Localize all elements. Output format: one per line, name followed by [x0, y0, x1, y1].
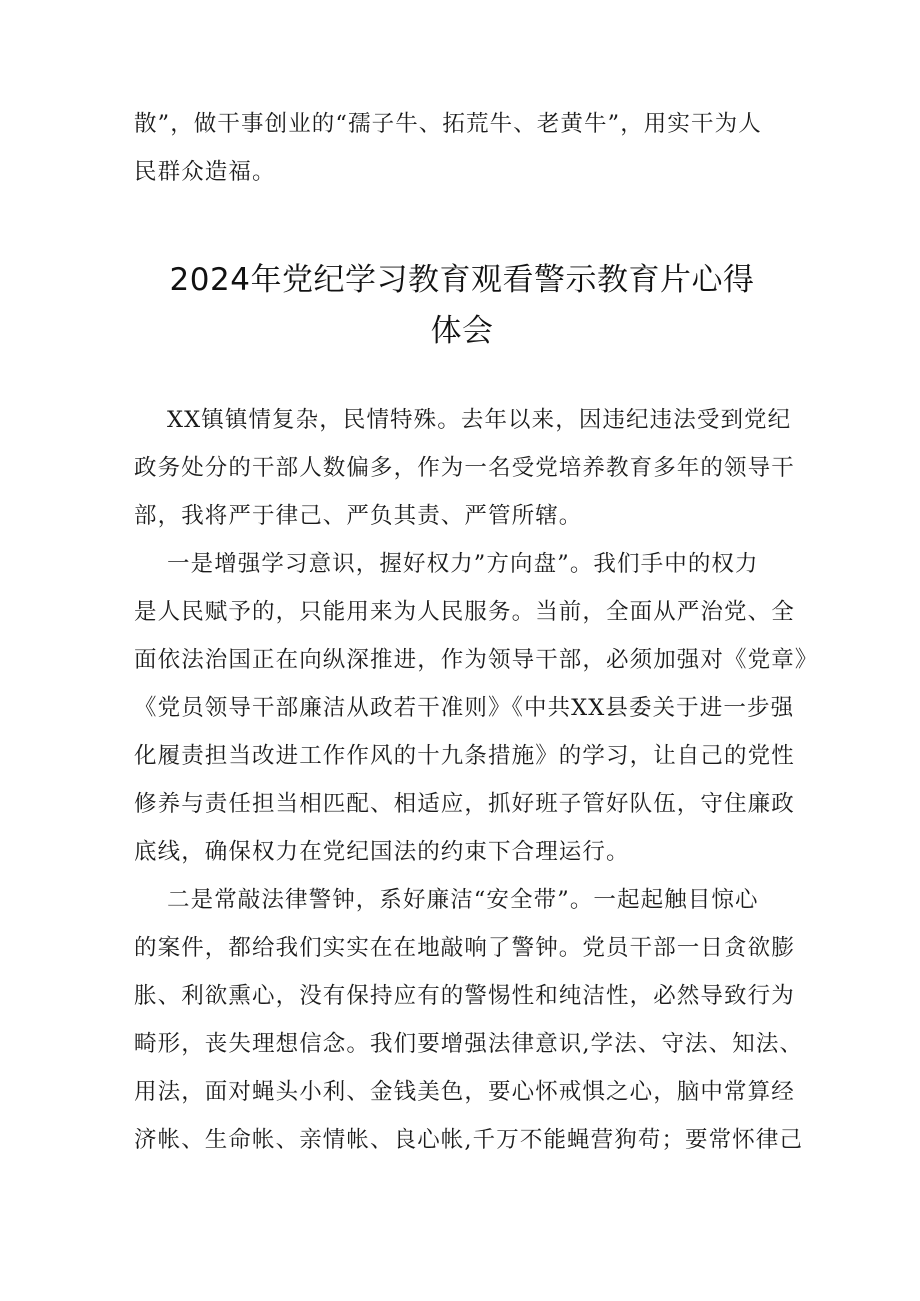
text-line: 一是增强学习意识，握好权力”方向盘”。我们手中的权力	[134, 551, 759, 577]
text-line: 胀、利欲熏心，没有保持应有的警惕性和纯洁性，必然导致行为	[134, 983, 795, 1009]
text-line: 《党员领导干部廉洁从政若干准则》《中共XX县委关于进一步强	[134, 695, 795, 721]
text-line: 政务处分的干部人数偏多，作为一名受党培养教育多年的领导干	[134, 455, 795, 481]
text-line: 民群众造福。	[134, 159, 276, 185]
text-line: 面依法治国正在向纵深推进，作为领导干部，必须加强对《党章》	[134, 647, 819, 673]
text-line: 散”，做干事创业的“孺子牛、拓荒牛、老黄牛”，用实干为人	[134, 111, 762, 137]
text-line: 济帐、生命帐、亲情帐、良心帐,千万不能蝇营狗苟；要常怀律己	[134, 1127, 804, 1153]
text-line: XX镇镇情复杂，民情特殊。去年以来，因违纪违法受到党纪	[134, 407, 792, 433]
paragraph-intro	[134, 396, 795, 540]
text-line: 部，我将严于律己、严负其责、严管所辖。	[134, 503, 583, 529]
title-line: 2024年党纪学习教育观看警示教育片心得	[169, 262, 755, 298]
text-line: 畸形，丧失理想信念。我们要增强法律意识,学法、守法、知法、	[134, 1031, 804, 1057]
continuation-paragraph	[134, 100, 790, 196]
article-title	[134, 255, 790, 357]
text-line: 修养与责任担当相匹配、相适应，抓好班子管好队伍，守住廉政	[134, 791, 795, 817]
text-line: 用法，面对蝇头小利、金钱美色，要心怀戒惧之心，脑中常算经	[134, 1079, 795, 1105]
text-line: 的案件，都给我们实实在在地敲响了警钟。党员干部一日贪欲膨	[134, 935, 795, 961]
paragraph-point-one	[134, 540, 819, 876]
text-line: 底线，确保权力在党纪国法的约束下合理运行。	[134, 839, 630, 865]
title-line: 体会	[430, 313, 494, 349]
text-line: 化履责担当改进工作作风的十九条措施》的学习，让自己的党性	[134, 743, 795, 769]
text-line: 二是常敲法律警钟，系好廉洁“安全带”。一起起触目惊心	[134, 887, 759, 913]
text-line: 是人民赋予的，只能用来为人民服务。当前，全面从严治党、全	[134, 599, 795, 625]
paragraph-point-two	[134, 876, 804, 1164]
